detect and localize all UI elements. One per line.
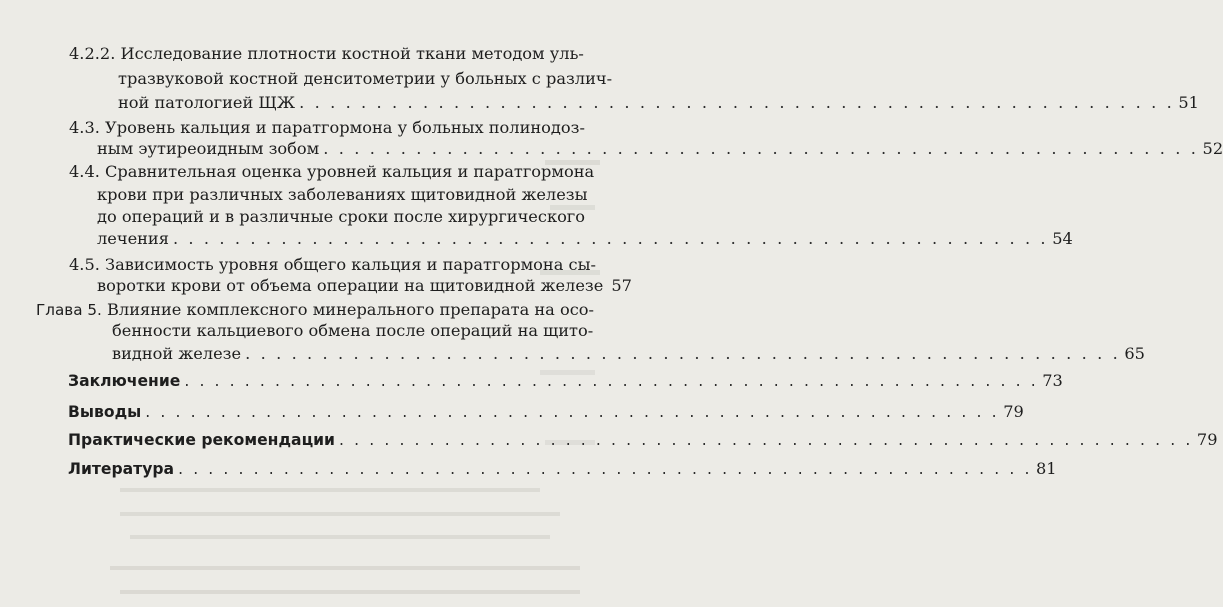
toc-entry-title: Практические рекомендации <box>68 431 335 449</box>
toc-entry-text: ным эутиреоидным зобом <box>97 139 320 158</box>
toc-page-number: 54 <box>1052 229 1073 248</box>
toc-page-number: 79 <box>1196 430 1218 449</box>
dot-leader: . . . . . . . . . . . . . . . . . . . . . . . . . . . . . . . . . . . . . . . . . . . . . . . . . . . . . . . . . <box>299 93 1175 112</box>
toc-page-number: 81 <box>1036 459 1057 478</box>
toc-entry-text: воротки крови от объема операции на щитовидной железе <box>97 276 604 295</box>
toc-entry-chapter-5-line2: бенности кальциевого обмена после операций на щито- <box>112 321 594 340</box>
toc-entry-4-4-line3: до операций и в различные сроки после хирургического <box>97 207 586 226</box>
toc-page-number: 51 <box>1178 93 1199 112</box>
toc-entry-text: Сравнительная оценка уровней кальция и паратгормона <box>105 162 595 181</box>
toc-page-number: 65 <box>1124 344 1145 363</box>
toc-page-number: 57 <box>611 276 632 295</box>
toc-page-number: 73 <box>1042 371 1063 390</box>
toc-entry-text: лечения <box>97 229 169 248</box>
toc-entry-4-2-2-line2: тразвуковой костной денситометрии у больных с различ- <box>118 69 613 88</box>
toc-entry-literature <box>68 459 1057 479</box>
toc-entry-4-3-line1 <box>69 118 585 138</box>
toc-entry-4-5-line2 <box>97 276 632 296</box>
toc-entry-conclusions <box>68 402 1024 422</box>
toc-entry-number: 4.2.2. <box>69 44 116 63</box>
toc-entry-4-3-line2 <box>97 139 1223 159</box>
toc-page-number: 79 <box>1003 402 1024 421</box>
toc-entry-4-2-2-line1 <box>69 44 584 64</box>
toc-entry-chapter-5-line3 <box>112 344 1145 364</box>
toc-entry-text: Влияние комплексного минерального препарата на осо- <box>107 300 595 319</box>
toc-entry-4-4-line4 <box>97 229 1073 249</box>
toc-entry-text: видной железе <box>112 344 242 363</box>
dot-leader: . . . . . . . . . . . . . . . . . . . . . . . . . . . . . . . . . . . . . . . . . . . . . . . . . . . . . . . . . <box>172 229 1049 248</box>
dot-leader: . . . . . . . . . . . . . . . . . . . . . . . . . . . . . . . . . . . . . . . . . . . . . . . . . . . . . . . . . <box>184 372 1039 390</box>
toc-entry-4-5-line1 <box>69 255 596 275</box>
dot-leader: . . . . . . . . . . . . . . . . . . . . . . . . . . . . . . . . . . . . . . . . . . . . . . . . . . . . . . . . . <box>338 431 1193 449</box>
toc-entry-conclusion <box>68 371 1063 391</box>
dot-leader: . . . . . . . . . . . . . . . . . . . . . . . . . . . . . . . . . . . . . . . . . . . . . . . . . . . . . . . . . <box>323 139 1199 158</box>
toc-entry-text: ной патологией ЩЖ <box>118 93 296 112</box>
toc-entry-text: Исследование плотности костной ткани методом уль- <box>120 44 584 63</box>
toc-entry-title: Литература <box>68 460 175 478</box>
toc-entry-title: Выводы <box>68 403 142 421</box>
toc-entry-title: Заключение <box>68 372 181 390</box>
toc-entry-recommendations <box>68 430 1218 450</box>
dot-leader: . . . . . . . . . . . . . . . . . . . . . . . . . . . . . . . . . . . . . . . . . . . . . . . . . . . . . . . . . <box>178 460 1032 478</box>
dot-leader: . . . . . . . . . . . . . . . . . . . . . . . . . . . . . . . . . . . . . . . . . . . . . . . . . . . . . . . . . <box>145 403 1000 421</box>
toc-entry-number: 4.3. <box>69 118 100 137</box>
toc-entry-number: 4.5. <box>69 255 100 274</box>
toc-entry-text: Уровень кальция и паратгормона у больных полинодоз- <box>105 118 585 137</box>
toc-page-number: 52 <box>1202 139 1223 158</box>
dot-leader: . . . . . . . . . . . . . . . . . . . . . . . . . . . . . . . . . . . . . . . . . . . . . . . . . . . . . . . . . <box>245 344 1121 363</box>
toc-entry-4-4-line1 <box>69 162 595 182</box>
toc-entry-number: 4.4. <box>69 162 100 181</box>
toc-chapter-label: Глава 5. <box>36 301 102 319</box>
toc-entry-chapter-5-line1 <box>36 300 595 320</box>
toc-entry-4-4-line2: крови при различных заболеваниях щитовидной железы <box>97 185 588 204</box>
toc-entry-text: Зависимость уровня общего кальция и паратгормона сы- <box>105 255 596 274</box>
toc-entry-4-2-2-line3 <box>118 93 1199 113</box>
